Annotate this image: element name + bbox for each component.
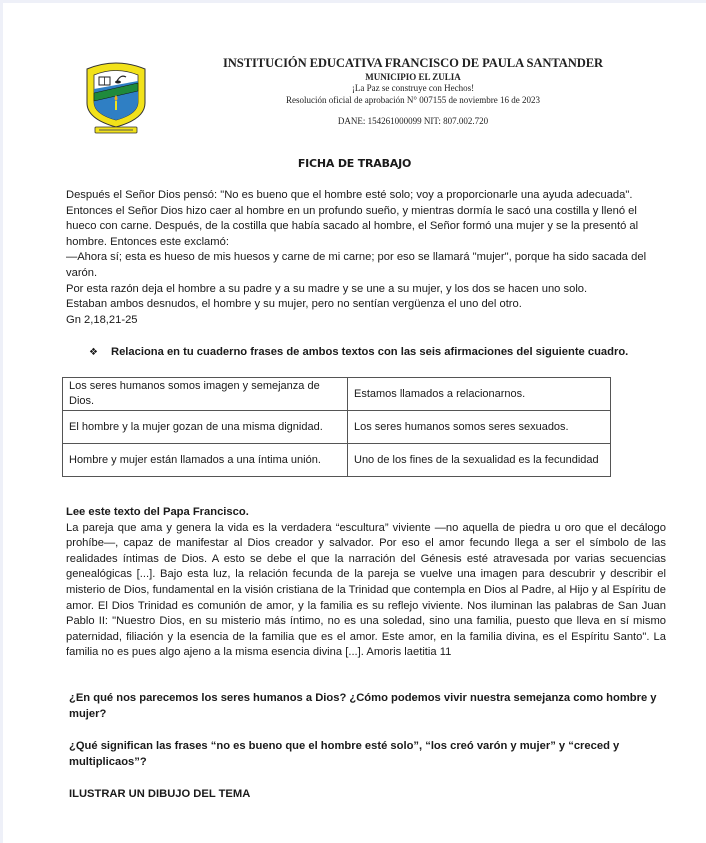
question-2: ¿Qué significan las frases “no es bueno que el hombre esté solo”, “los creó varón y mujer” y “creced y multiplicaos”? <box>69 740 620 768</box>
document-page <box>3 3 706 843</box>
illustrate-instruction: ILUSTRAR UN DIBUJO DEL TEMA <box>69 788 251 800</box>
pope-francis-passage <box>66 505 666 661</box>
table-cell: Uno de los fines de la sexualidad es la fecundidad <box>348 444 611 477</box>
pope-passage-text: La pareja que ama y genera la vida es la verdadera “escultura” viviente —no aquella de piedra u oro que el decálogo prohíbe—, capaz de manifestar al Dios creador y salvador. Por eso el amor fecundo llega a ser el símbolo de las realidades íntimas de Dios. A esto se debe el que la narración del Génesis esté atravesada por varias secuencias genealógicas [...]. Bajo esta luz, la relación fecunda de la pareja se vuelve una imagen para descubrir y describir el misterio de Dios, fundamental en la visión cristiana de la Trinidad que contempla en Dios al Padre, al Hijo y al Espíritu de amor. El Dios Trinidad es comunión de amor, y la familia es su reflejo viviente. Nos iluminan las palabras de San Juan Pablo II: "Nuestro Dios, en su misterio más íntimo, no es una soledad, sino una familia, puesto que lleva en sí mismo paternidad, filiación y la esencia de la familia que es el amor. Este amor, en la familia divina, es el Espíritu Santo". La familia no es pues algo ajeno a la misma esencia divina [...]. Amoris laetitia 11 <box>66 521 666 659</box>
dane-nit: DANE: 154261000099 NIT: 807.002.720 <box>337 116 489 126</box>
table-row <box>63 444 611 477</box>
table-row <box>63 378 611 411</box>
genesis-passage <box>66 188 666 328</box>
table-cell: El hombre y la mujer gozan de una misma dignidad. <box>63 411 348 444</box>
municipality: MUNICIPIO EL ZULIA <box>365 72 461 82</box>
table-cell: Los seres humanos somos imagen y semejanza de Dios. <box>63 378 348 411</box>
table-row <box>63 411 611 444</box>
genesis-paragraph: Estaban ambos desnudos, el hombre y su mujer, pero no sentían vergüenza el uno del otro. <box>66 298 522 311</box>
table-cell: Los seres humanos somos seres sexuados. <box>348 411 611 444</box>
table-cell: Hombre y mujer están llamados a una íntima unión. <box>63 444 348 477</box>
school-crest-logo <box>81 59 151 135</box>
diamond-bullet-icon: ❖ <box>89 347 98 358</box>
motto: ¡La Paz se construye con Hechos! <box>351 83 475 93</box>
question-1: ¿En qué nos parecemos los seres humanos a Dios? ¿Cómo podemos vivir nuestra semejanza como hombre y mujer? <box>69 692 657 720</box>
genesis-paragraph: —Ahora sí; esta es hueso de mis huesos y carne de mi carne; por eso se llamará "mujer", porque ha sido sacada del varón. <box>66 251 647 279</box>
questions-section <box>69 690 665 818</box>
resolution: Resolución oficial de aprobación N° 007155 de noviembre 16 de 2023 <box>285 94 541 105</box>
instruction-text: Relaciona en tu cuaderno frases de ambos textos con las seis afirmaciones del siguiente cuadro. <box>111 346 629 358</box>
table-cell: Estamos llamados a relacionarnos. <box>348 378 611 411</box>
document-title: FICHA DE TRABAJO <box>297 157 412 170</box>
genesis-paragraph: Después el Señor Dios pensó: "No es bueno que el hombre esté solo; voy a proporcionarle una ayuda adecuada". Entonces el Señor Dios hizo caer al hombre en un profundo sueño, y mientras dormía le sacó una costilla y llenó el hueco con carne. Después, de la costilla que había sacado al hombre, el Señor formó una mujer y se la presentó al hombre. Entonces este exclamó: <box>66 189 639 248</box>
institution-name: INSTITUCIÓN EDUCATIVA FRANCISCO DE PAULA SANTANDER <box>223 56 603 70</box>
relate-instruction <box>89 346 689 358</box>
crest-icon <box>81 59 151 135</box>
genesis-paragraph: Por esta razón deja el hombre a su padre y a su madre y se une a su mujer, y los dos se hacen uno solo. <box>66 282 588 295</box>
pope-passage-heading: Lee este texto del Papa Francisco. <box>66 506 249 518</box>
genesis-citation: Gn 2,18,21-25 <box>66 313 138 326</box>
statements-table <box>62 377 611 477</box>
institution-header <box>193 55 633 127</box>
